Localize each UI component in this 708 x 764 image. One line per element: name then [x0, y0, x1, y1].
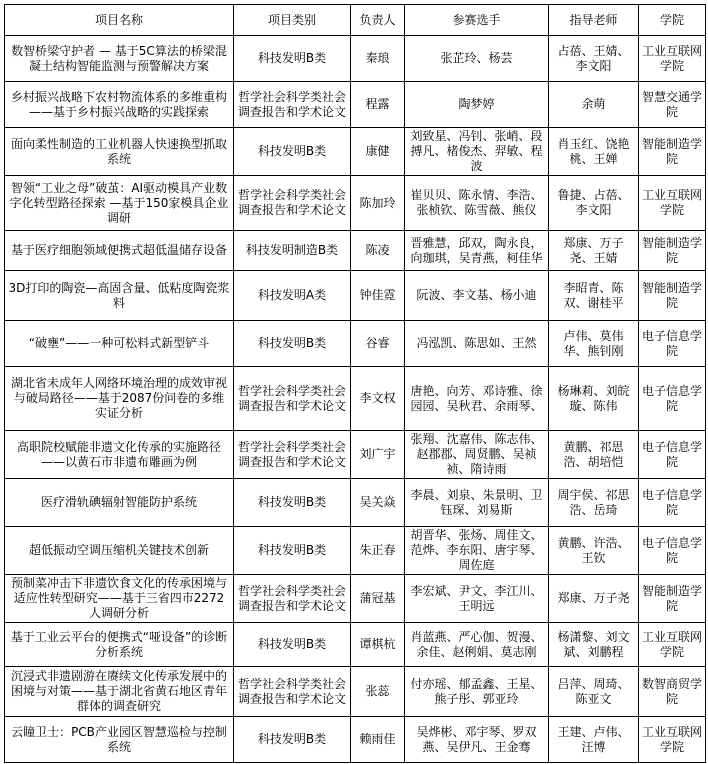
cell-project-name: 湖北省未成年人网络环境治理的成效审视与破局路径——基于2087份问卷的多维实证分析 [5, 367, 234, 431]
cell-advisors: 吕萍、周琦、陈亚文 [549, 667, 639, 717]
table-row [5, 176, 706, 231]
cell-project-category: 科技发明B类 [234, 527, 351, 575]
header-members: 参赛选手 [405, 5, 549, 36]
cell-college: 电子信息学院 [639, 367, 706, 431]
cell-members: 张翔、沈嘉伟、陈志伟、赵郡郡、周贤鹏、吴祯祯、隋诗雨 [405, 431, 549, 479]
cell-project-category: 科技发明B类 [234, 321, 351, 367]
cell-leader: 谷睿 [351, 321, 405, 367]
table-row [5, 479, 706, 527]
cell-advisors: 占蓓、王婧、李文阳 [549, 36, 639, 82]
project-table [4, 4, 706, 763]
cell-members: 肖蓝燕、严心伽、贺漫、余佳、赵俐娟、莫志刚 [405, 623, 549, 667]
cell-project-name: 数智桥梁守护者 — 基于5C算法的桥梁混凝土结构智能监测与预警解决方案 [5, 36, 234, 82]
cell-advisors: 黄鹏、祁思浩、胡培恺 [549, 431, 639, 479]
cell-members: 陶梦婷 [405, 82, 549, 128]
cell-advisors: 肖玉红、饶艳桃、王婵 [549, 128, 639, 176]
table-row [5, 367, 706, 431]
cell-project-category: 哲学社会科学类社会调查报告和学术论文 [234, 367, 351, 431]
cell-college: 智慧交通学院 [639, 82, 706, 128]
header-row [5, 5, 706, 36]
cell-project-name: 超低振动空调压缩机关键技术创新 [5, 527, 234, 575]
cell-leader: 朱正春 [351, 527, 405, 575]
cell-members: 李晨、刘泉、朱景明、卫钰琛、刘易斯 [405, 479, 549, 527]
cell-advisors: 郑康、万子尧 [549, 575, 639, 623]
cell-project-name: 沉浸式非遗剧游在赓续文化传承发展中的困境与对策——基于湖北省黄石地区青年群体的调查研究 [5, 667, 234, 717]
cell-leader: 赖雨佳 [351, 717, 405, 763]
cell-college: 工业互联网学院 [639, 36, 706, 82]
cell-project-name: 医疗滑轨碘辐射智能防护系统 [5, 479, 234, 527]
cell-members: 冯泓凯、陈思如、王然 [405, 321, 549, 367]
cell-project-category: 哲学社会科学类社会调查报告和学术论文 [234, 82, 351, 128]
cell-members: 李宏斌、尹文、李江川、王明远 [405, 575, 549, 623]
cell-advisors: 余萌 [549, 82, 639, 128]
cell-advisors: 鲁捷、占蓓、李文阳 [549, 176, 639, 231]
header-leader: 负责人 [351, 5, 405, 36]
cell-project-category: 科技发明制造B类 [234, 231, 351, 271]
cell-project-name: “破壅”——一种可松料式新型铲斗 [5, 321, 234, 367]
table-row [5, 82, 706, 128]
cell-project-category: 哲学社会科学类社会调查报告和学术论文 [234, 667, 351, 717]
cell-leader: 秦琅 [351, 36, 405, 82]
table-row [5, 271, 706, 321]
cell-advisors: 王建、卢伟、汪博 [549, 717, 639, 763]
cell-project-category: 科技发明B类 [234, 623, 351, 667]
cell-project-name: 基于工业云平台的便携式“哑设备”的诊断分析系统 [5, 623, 234, 667]
cell-college: 电子信息学院 [639, 479, 706, 527]
cell-project-name: 预制菜冲击下非遗饮食文化的传承困境与适应性转型研究——基于三省四市2272人调研分析 [5, 575, 234, 623]
cell-advisors: 杨琳莉、刘皖璇、陈伟 [549, 367, 639, 431]
header-project-name: 项目名称 [5, 5, 234, 36]
cell-college: 工业互联网学院 [639, 717, 706, 763]
cell-project-category: 科技发明B类 [234, 717, 351, 763]
table-row [5, 321, 706, 367]
cell-advisors: 卢伟、莫伟华、熊钊刚 [549, 321, 639, 367]
cell-members: 付亦瑶、郁孟鑫、王星、熊子彤、郭亚玲 [405, 667, 549, 717]
cell-leader: 谭棋杭 [351, 623, 405, 667]
cell-college: 智能制造学院 [639, 128, 706, 176]
cell-leader: 陈凌 [351, 231, 405, 271]
cell-members: 晋雅慧，邱双，陶永良，向珈琪，吴青燕，柯佳华 [405, 231, 549, 271]
cell-leader: 吴关焱 [351, 479, 405, 527]
cell-college: 智能制造学院 [639, 271, 706, 321]
cell-members: 唐艳、向芳、邓诗雅、徐园园、吴秋君、余雨琴、 [405, 367, 549, 431]
cell-project-category: 哲学社会科学类社会调查报告和学术论文 [234, 176, 351, 231]
table-row [5, 623, 706, 667]
header-project-category: 项目类别 [234, 5, 351, 36]
cell-college: 工业互联网学院 [639, 623, 706, 667]
cell-project-category: 科技发明B类 [234, 479, 351, 527]
table-row [5, 128, 706, 176]
cell-leader: 蒲冠基 [351, 575, 405, 623]
cell-members: 崔贝贝、陈永情、李浩、张桢钦、陈雪薇、熊仪 [405, 176, 549, 231]
cell-college: 智能制造学院 [639, 231, 706, 271]
cell-project-name: 乡村振兴战略下农村物流体系的多维重构——基于乡村振兴战略的实践探索 [5, 82, 234, 128]
cell-project-name: 高职院校赋能非遗文化传承的实施路径——以黄石市非遗布雕画为例 [5, 431, 234, 479]
cell-members: 张芷玲、杨芸 [405, 36, 549, 82]
table-row [5, 717, 706, 763]
cell-members: 刘致星、冯钊、张峭、段搏凡、楮俊杰、羿敏、程波 [405, 128, 549, 176]
cell-leader: 康健 [351, 128, 405, 176]
cell-advisors: 郑康、万子尧、王婧 [549, 231, 639, 271]
cell-advisors: 李昭青、陈双、谢桂平 [549, 271, 639, 321]
cell-leader: 程露 [351, 82, 405, 128]
cell-project-category: 科技发明B类 [234, 128, 351, 176]
table-row [5, 667, 706, 717]
table-row [5, 231, 706, 271]
cell-leader: 钟佳霓 [351, 271, 405, 321]
table-row [5, 431, 706, 479]
cell-project-name: 智领“工业之母”破茧：AI驱动模具产业数字化转型路径探索 —基于150家模具企业调研 [5, 176, 234, 231]
cell-college: 数智商贸学院 [639, 667, 706, 717]
cell-advisors: 周宇侯、祁思浩、岳琦 [549, 479, 639, 527]
table-row [5, 36, 706, 82]
cell-project-category: 哲学社会科学类社会调查报告和学术论文 [234, 431, 351, 479]
table-row [5, 575, 706, 623]
cell-project-name: 面向柔性制造的工业机器人快速换型抓取系统 [5, 128, 234, 176]
cell-project-category: 科技发明A类 [234, 271, 351, 321]
cell-project-name: 云瞳卫士：PCB产业园区智慧巡检与控制系统 [5, 717, 234, 763]
cell-leader: 李文权 [351, 367, 405, 431]
cell-project-category: 科技发明B类 [234, 36, 351, 82]
cell-project-name: 基于医疗细胞领域便携式超低温储存设备 [5, 231, 234, 271]
cell-project-name: 3D打印的陶瓷—高固含量、低粘度陶瓷浆料 [5, 271, 234, 321]
header-college: 学院 [639, 5, 706, 36]
cell-members: 吴烨彬、邓宇琴、罗双燕、吴伊凡、王金骞 [405, 717, 549, 763]
cell-leader: 张蕊 [351, 667, 405, 717]
header-advisors: 指导老师 [549, 5, 639, 36]
cell-advisors: 黄鹏、许浩、王钦 [549, 527, 639, 575]
cell-advisors: 杨潇黎、刘文斌、刘鹏程 [549, 623, 639, 667]
cell-college: 工业互联网学院 [639, 176, 706, 231]
cell-college: 电子信息学院 [639, 321, 706, 367]
cell-project-category: 哲学社会科学类社会调查报告和学术论文 [234, 575, 351, 623]
table-row [5, 527, 706, 575]
cell-members: 阮波、李文基、杨小迪 [405, 271, 549, 321]
cell-leader: 陈加玲 [351, 176, 405, 231]
cell-members: 胡晋华、张炀、周佳文、范烨、李东阳、唐宇琴、周佐庭 [405, 527, 549, 575]
cell-college: 电子信息学院 [639, 431, 706, 479]
cell-leader: 刘广宇 [351, 431, 405, 479]
cell-college: 智能制造学院 [639, 575, 706, 623]
cell-college: 电子信息学院 [639, 527, 706, 575]
